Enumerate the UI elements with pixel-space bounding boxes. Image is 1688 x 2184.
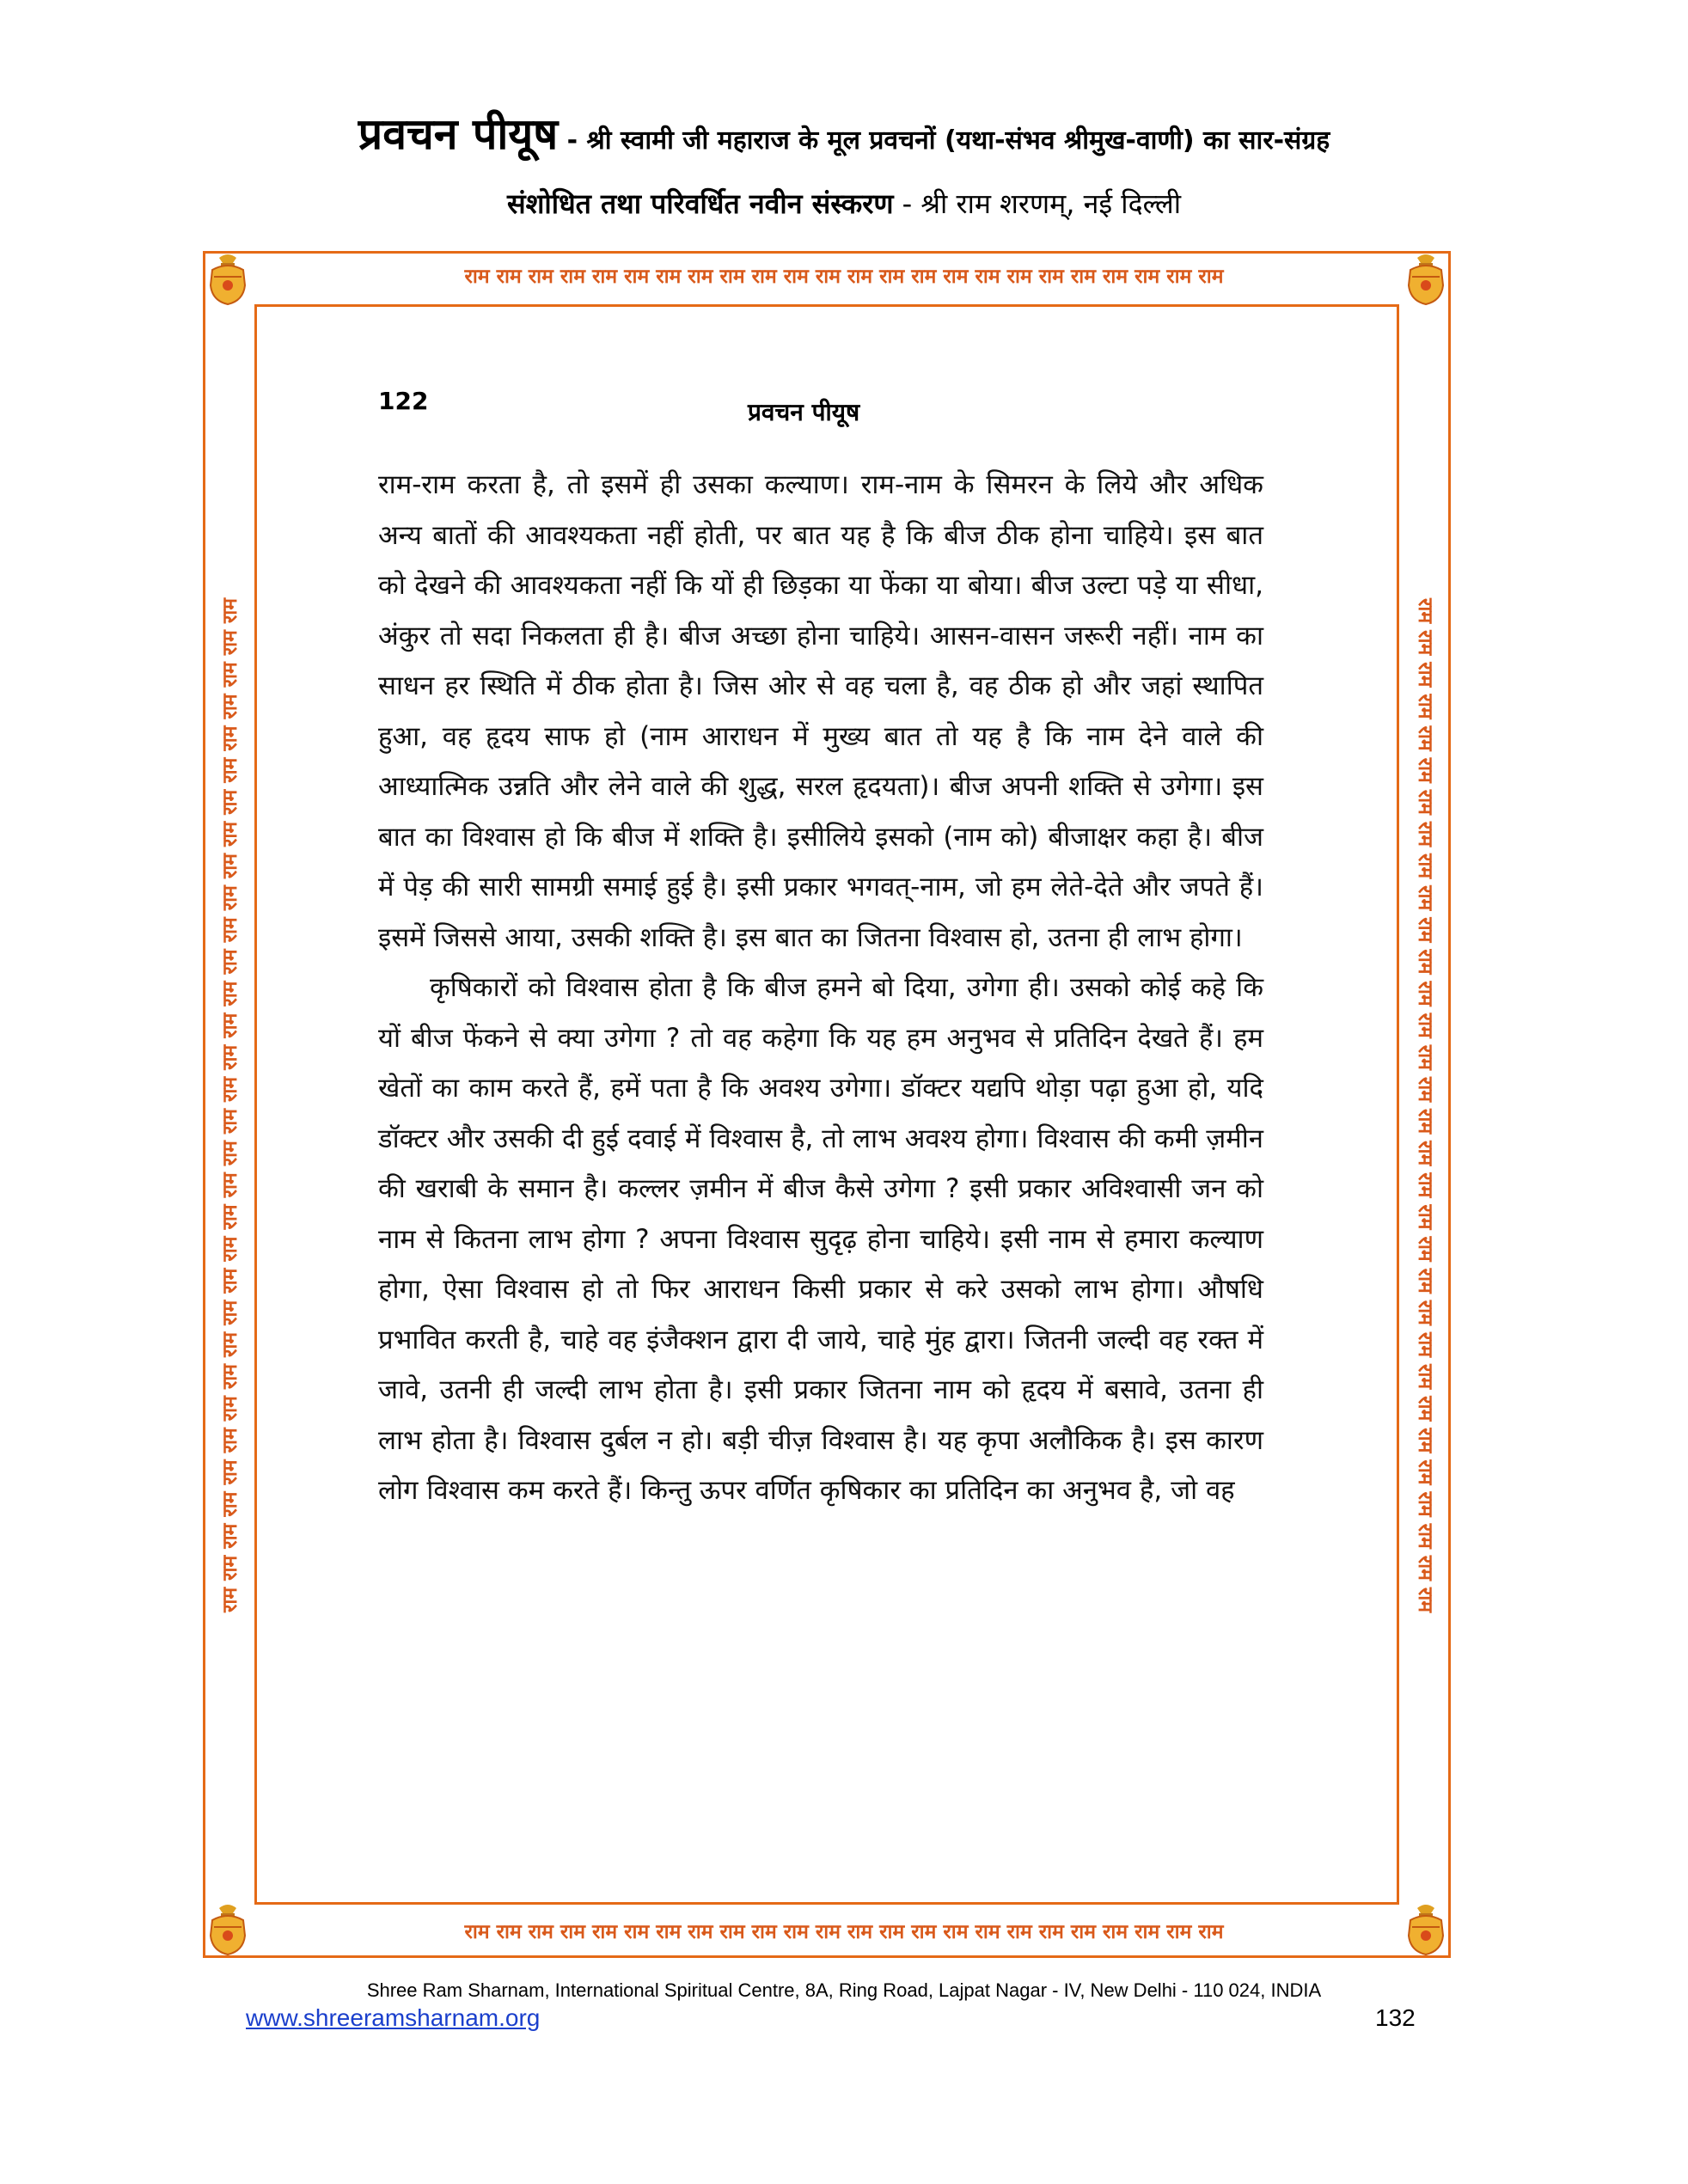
kalash-icon — [204, 251, 252, 308]
book-running-title: प्रवचन पीयूष — [748, 398, 860, 426]
edition-bold: संशोधित तथा परिवर्धित नवीन संस्करण — [507, 187, 894, 220]
document-header-title — [0, 103, 1688, 162]
kalash-icon — [204, 1901, 252, 1958]
ram-band-left: राम राम राम राम राम राम राम राम राम राम राम राम राम राम राम राम राम राम राम राम राम राम राम राम राम राम राम राम राम राम राम राम — [219, 598, 242, 1613]
website-link[interactable]: www.shreeramsharnam.org — [246, 2004, 541, 2031]
ram-band-top: राम राम राम राम राम राम राम राम राम राम राम राम राम राम राम राम राम राम राम राम राम राम राम राम — [464, 266, 1224, 288]
kalash-icon — [1402, 251, 1450, 308]
header-subtitle: - श्री स्वामी जी महाराज के मूल प्रवचनों (यथा-संभव श्रीमुख-वाणी) का सार-संग्रह — [558, 125, 1330, 156]
book-page-number: 122 — [378, 387, 429, 415]
kalash-icon — [1402, 1901, 1450, 1958]
paragraph: राम-राम करता है, तो इसमें ही उसका कल्याण। राम-नाम के सिमरन के लिये और अधिक अन्य बातों की आवश्यकता नहीं होती, पर बात यह है कि बीज ठीक होना चाहिये। इस बात को देखने की आवश्यकता नहीं कि यों ही छिड़का या फेंका या बोया। बीज उल्टा पड़े या सीधा, अंकुर तो सदा निकलता ही है। बीज अच्छा होना चाहिये। आसन-वासन जरूरी नहीं। नाम का साधन हर स्थिति में ठीक होता है। जिस ओर से वह चला है, वह ठीक हो और जहां स्थापित हुआ, वह हृदय साफ हो (नाम आराधन में मुख्य बात तो यह है कि नाम देने वाले की आध्यात्मिक उन्नति और लेने वाले की शुद्ध, सरल हृदयता)। बीज अपनी शक्ति से उगेगा। इस बात का विश्वास हो कि बीज में शक्ति है। इसीलिये इसको (नाम को) बीजाक्षर कहा है। बीज में पेड़ की सारी सामग्री समाई हुई है। इसी प्रकार भगवत्-नाम, जो हम लेते-देते और जपते हैं। इसमें जिससे आया, उसकी शक्ति है। इस बात का जितना विश्वास हो, उतना ही लाभ होगा। — [378, 469, 1263, 953]
book-body — [378, 460, 1263, 1516]
ram-band-bottom: राम राम राम राम राम राम राम राम राम राम राम राम राम राम राम राम राम राम राम राम राम राम राम राम — [464, 1921, 1224, 1943]
header-title: प्रवचन पीयूष — [358, 109, 559, 159]
footer-page-number: 132 — [1375, 2004, 1416, 2031]
paragraph: कृषिकारों को विश्वास होता है कि बीज हमने बो दिया, उगेगा ही। उसको कोई कहे कि यों बीज फेंकने से क्या उगेगा ? तो वह कहेगा कि यह हम अनुभव से प्रतिदिन देखते हैं। हम खेतों का काम करते हैं, हमें पता है कि अवश्य उगेगा। डॉक्टर यद्यपि थोड़ा पढ़ा हुआ हो, यदि डॉक्टर और उसकी दी हुई दवाई में विश्वास है, तो लाभ अवश्य होगा। विश्वास की कमी ज़मीन की खराबी के समान है। कल्लर ज़मीन में बीज कैसे उगेगा ? इसी प्रकार अविश्वासी जन को नाम से कितना लाभ होगा ? अपना विश्वास सुदृढ़ होना चाहिये। इसी नाम से हमारा कल्याण होगा, ऐसा विश्वास हो तो फिर आराधन किसी प्रकार से करे उसको लाभ होगा। औषधि प्रभावित करती है, चाहे वह इंजैक्शन द्वारा दी जाये, चाहे मुंह द्वारा। जितनी जल्दी वह रक्त में जावे, उतनी ही जल्दी लाभ होता है। इसी प्रकार जितना नाम को हृदय में बसावे, उतना ही लाभ होता है। विश्वास दुर्बल न हो। बड़ी चीज़ विश्वास है। यह कृपा अलौकिक है। इस कारण लोग विश्वास कम करते हैं। किन्तु ऊपर वर्णित कृषिकार का प्रतिदिन का अनुभव है, जो वह — [378, 972, 1263, 1506]
document-header-edition — [0, 185, 1688, 222]
edition-rest: - श्री राम शरणम्, नई दिल्ली — [893, 187, 1181, 220]
ram-band-right: राम राम राम राम राम राम राम राम राम राम राम राम राम राम राम राम राम राम राम राम राम राम राम राम राम राम राम राम राम राम राम राम — [1414, 597, 1436, 1612]
footer-address: Shree Ram Sharnam, International Spiritual Centre, 8A, Ring Road, Lajpat Nagar - IV, New Delhi - 110 024, INDIA — [366, 1979, 1322, 2001]
